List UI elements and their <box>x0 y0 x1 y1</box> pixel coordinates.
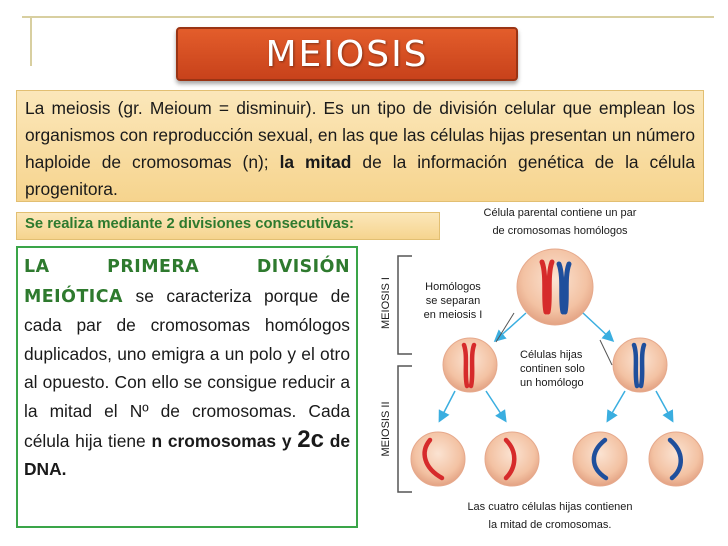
first-division-text: se caracteriza porque de cada par de cromosomas homólogos duplicados, uno emigra a un polo y el otro al opuesto. Con ello se consigue reducir a la mitad el Nº de cromosomas. Cada célula hija tiene <box>24 285 350 451</box>
gamete-1 <box>411 432 465 486</box>
meiosis1-label: MEIOSIS I <box>380 277 392 329</box>
daughter-cell-red <box>443 338 497 392</box>
first-division-bold-3: de DNA. <box>24 430 350 480</box>
first-division-heading: LA PRIMERA DIVISIÓN MEIÓTICA <box>24 257 350 307</box>
parent-caption <box>460 204 660 240</box>
intro-text-2: de la información genética de la célula progenitora. <box>25 152 695 199</box>
arrow-red-left <box>440 391 455 420</box>
gamete-3 <box>573 432 627 486</box>
hijas-caption: Células hijas continen solo un homólogo <box>520 349 585 389</box>
page-title: MEIOSIS <box>265 33 429 75</box>
first-division-bold-1: n cromosomas y <box>151 430 298 451</box>
meiosis1-bracket <box>398 256 412 354</box>
subheading: Se realiza mediante 2 divisiones consecutivas: <box>25 216 354 232</box>
bottom-caption-line-1: Las cuatro células hijas contienen <box>467 501 633 513</box>
meiosis2-label: MEIOSIS II <box>380 401 392 457</box>
daughter-cell-blue <box>613 338 667 392</box>
arrow-parent-right <box>583 313 612 340</box>
gamete-4 <box>649 432 703 486</box>
bottom-caption <box>440 498 660 534</box>
arrow-blue-right <box>656 391 672 420</box>
pointer-homologos <box>496 313 514 342</box>
arrow-red-right <box>486 391 505 420</box>
intro-bold: la mitad <box>279 152 352 172</box>
parent-caption-line-2: de cromosomas homólogos <box>492 225 628 237</box>
parent-caption-line-1: Célula parental contiene un par <box>483 207 637 219</box>
homologos-caption: Homólogos se separan en meiosis I <box>423 281 483 321</box>
arrow-blue-left <box>608 391 625 420</box>
meiosis2-bracket <box>398 366 412 492</box>
gamete-2 <box>485 432 539 486</box>
bottom-caption-line-2: la mitad de cromosomas. <box>488 519 612 531</box>
intro-text-1: La meiosis (gr. Meioum = disminuir). Es un tipo de división celular que emplean los organismos con reproducción sexual, en las que las células hijas presentan un número haploide de cromosomas (n); <box>25 98 695 172</box>
parent-cell <box>517 249 593 325</box>
first-division-bold-2: 2c <box>297 425 324 453</box>
